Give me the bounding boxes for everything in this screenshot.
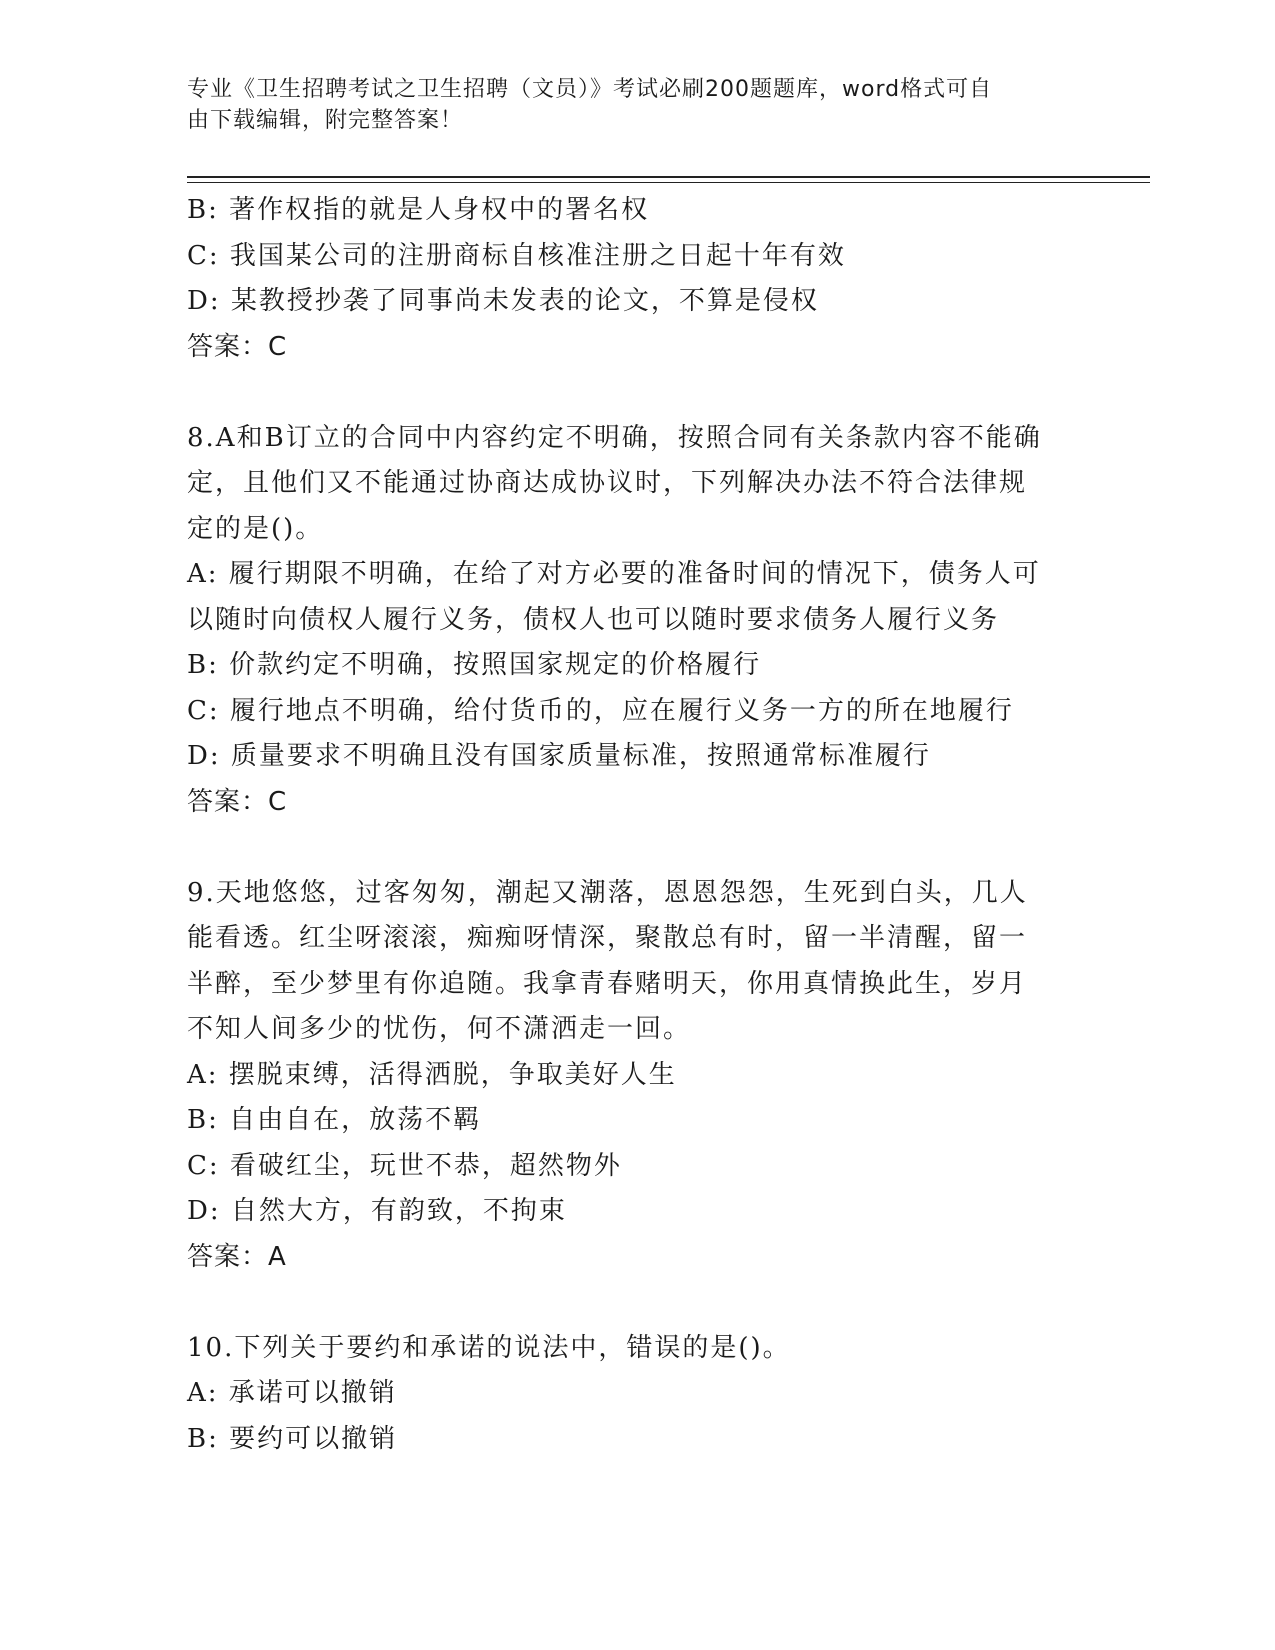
q9-answer: 答案：A — [187, 1241, 287, 1272]
q8-option-a-line-2: 以随时向债权人履行义务，债权人也可以随时要求债务人履行义务 — [187, 604, 1000, 635]
q9-stem-line-2: 能看透。红尘呀滚滚，痴痴呀情深，聚散总有时，留一半清醒，留一 — [187, 923, 1028, 953]
q10-stem: 10.下列关于要约和承诺的说法中，错误的是()。 — [187, 1332, 791, 1363]
q9-stem-line-3: 半醉，至少梦里有你追随。我拿青春赌明天，你用真情换此生，岁月 — [187, 968, 1028, 999]
question-content — [187, 188, 1087, 1462]
spacer — [187, 1280, 1087, 1326]
q8-option-d: D: 质量要求不明确且没有国家质量标准，按照通常标准履行 — [187, 741, 931, 771]
question-10 — [187, 1326, 1087, 1463]
spacer — [187, 825, 1087, 871]
q7-option-d: D: 某教授抄袭了同事尚未发表的论文，不算是侵权 — [187, 286, 819, 316]
q8-option-c: C: 履行地点不明确，给付货币的，应在履行义务一方的所在地履行 — [187, 695, 1014, 726]
question-9 — [187, 871, 1087, 1281]
q9-option-a: A: 摆脱束缚，活得洒脱，争取美好人生 — [187, 1059, 677, 1090]
q8-stem-line-1: 8.A和B订立的合同中内容约定不明确，按照合同有关条款内容不能确 — [187, 422, 1042, 453]
header-line-1: 专业《卫生招聘考试之卫生招聘（文员）》考试必刷200题题库，word格式可自 — [187, 77, 993, 102]
q10-option-a: A: 承诺可以撤销 — [187, 1378, 397, 1408]
spacer — [187, 370, 1087, 416]
q7-option-b: B: 著作权指的就是人身权中的署名权 — [187, 195, 650, 225]
header-divider-thin — [187, 182, 1150, 183]
q10-option-b: B: 要约可以撤销 — [187, 1423, 398, 1454]
q9-option-b: B: 自由自在，放荡不羁 — [187, 1105, 482, 1135]
q8-option-a-line-1: A: 履行期限不明确，在给了对方必要的准备时间的情况下，债务人可 — [187, 559, 1041, 589]
header-divider — [187, 176, 1150, 178]
q9-stem-line-1: 9.天地悠悠，过客匆匆，潮起又潮落，恩恩怨怨，生死到白头，几人 — [187, 877, 1028, 908]
q8-option-b: B: 价款约定不明确，按照国家规定的价格履行 — [187, 650, 762, 680]
header-line-2: 由下载编辑，附完整答案！ — [187, 108, 464, 133]
q8-stem-line-3: 定的是()。 — [187, 513, 324, 544]
q9-option-d: D: 自然大方，有韵致，不拘束 — [187, 1196, 567, 1226]
q9-stem-line-4: 不知人间多少的忧伤，何不潇洒走一回。 — [187, 1014, 692, 1044]
document-header — [187, 74, 1067, 136]
q8-stem-line-2: 定，且他们又不能通过协商达成协议时，下列解决办法不符合法律规 — [187, 468, 1028, 498]
q7-option-c: C: 我国某公司的注册商标自核准注册之日起十年有效 — [187, 240, 846, 271]
question-8 — [187, 416, 1087, 826]
q9-option-c: C: 看破红尘，玩世不恭，超然物外 — [187, 1150, 622, 1181]
q8-answer: 答案：C — [187, 786, 288, 817]
q7-answer: 答案：C — [187, 331, 288, 362]
question-7-tail — [187, 188, 1087, 370]
